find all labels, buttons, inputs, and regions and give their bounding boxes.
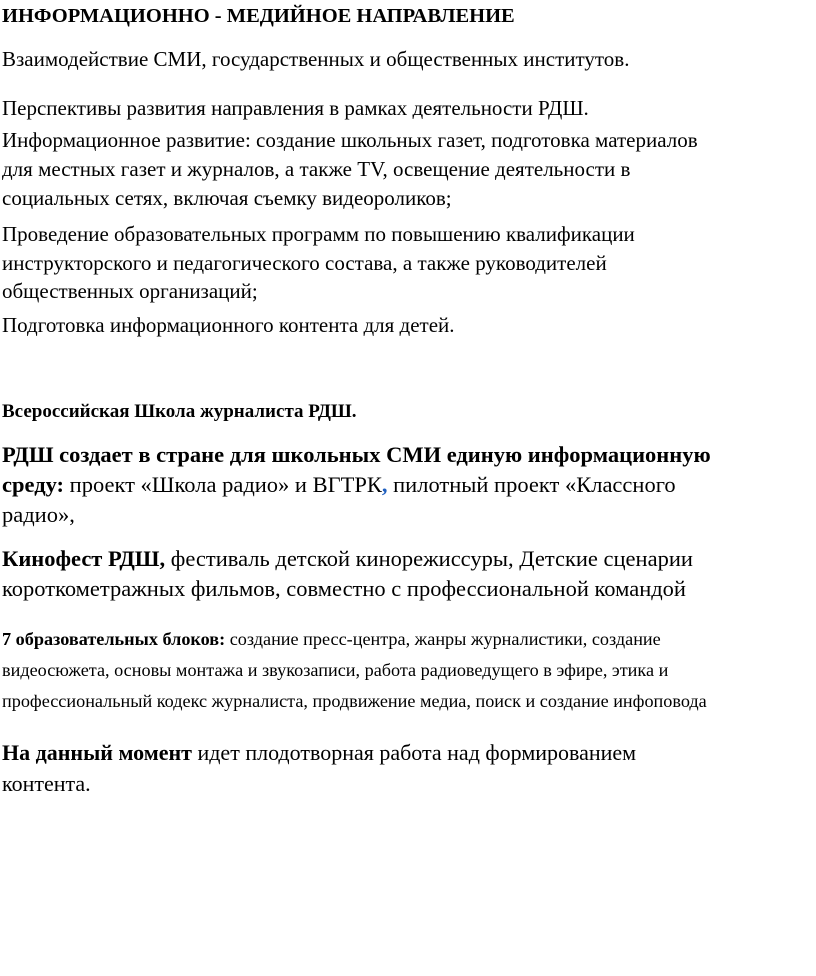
paragraph-blocks-line2: видеосюжета, основы монтажа и звукозаписи, работа радиоведущего в эфире, этика и — [2, 660, 669, 680]
paragraph-kinofest-line2: короткометражных фильмов, совместно с профессиональной командой — [2, 576, 686, 601]
rdsh-bold-text: РДШ создает в стране для школьных СМИ единую информационную — [2, 442, 711, 467]
paragraph-education-line2: инструкторского и педагогического состава, а также руководителей — [2, 251, 607, 275]
paragraph-rdsh-line1 — [2, 444, 711, 467]
paragraph-education-line3: общественных организаций; — [2, 279, 258, 303]
now-bold: На данный момент — [2, 740, 192, 765]
paragraph-blocks-line3: профессиональный кодекс журналиста, продвижение медиа, поиск и создание инфоповода — [2, 691, 707, 711]
now-text: идет плодотворная работа над формированием — [191, 740, 637, 765]
paragraph-education-line1: Проведение образовательных программ по повышению квалификации — [2, 222, 635, 246]
paragraph-info-development-line2: для местных газет и журналов, а также TV, освещение деятельности в — [2, 157, 631, 181]
blocks-text: создание пресс-центра, жанры журналистики, создание — [225, 629, 661, 649]
paragraph-info-development-line1: Информационное развитие: создание школьных газет, подготовка материалов — [2, 128, 698, 152]
paragraph-now-line2: контента. — [2, 771, 91, 796]
rdsh-project-text: проект «Школа радио» и ВГТРК — [64, 472, 382, 497]
paragraph-blocks-line1 — [2, 630, 661, 648]
paragraph-kinofest-line1 — [2, 548, 693, 571]
rdsh-sreda-bold: среду: — [2, 472, 65, 497]
kinofest-text: фестиваль детской кинорежиссуры, Детские сценарии — [165, 546, 693, 571]
paragraph-content-for-children: Подготовка информационного контента для детей. — [2, 313, 455, 337]
paragraph-perspectives: Перспективы развития направления в рамках деятельности РДШ. — [2, 96, 589, 120]
rdsh-blue-comma: , — [381, 472, 388, 497]
paragraph-info-development-line3: социальных сетях, включая съемку видеороликов; — [2, 186, 452, 210]
rdsh-pilot-text: пилотный проект «Классного — [387, 472, 676, 497]
blocks-bold: 7 образовательных блоков: — [2, 629, 226, 649]
paragraph-media-interaction: Взаимодействие СМИ, государственных и общественных институтов. — [2, 47, 630, 71]
kinofest-bold: Кинофест РДШ, — [2, 546, 166, 571]
paragraph-rdsh-line2 — [2, 474, 676, 497]
school-journalist-title: Всероссийская Школа журналиста РДШ. — [2, 401, 357, 422]
paragraph-now-line1 — [2, 742, 636, 764]
page-heading: ИНФОРМАЦИОННО - МЕДИЙНОЕ НАПРАВЛЕНИЕ — [2, 5, 515, 27]
paragraph-rdsh-line3: радио», — [2, 502, 75, 527]
